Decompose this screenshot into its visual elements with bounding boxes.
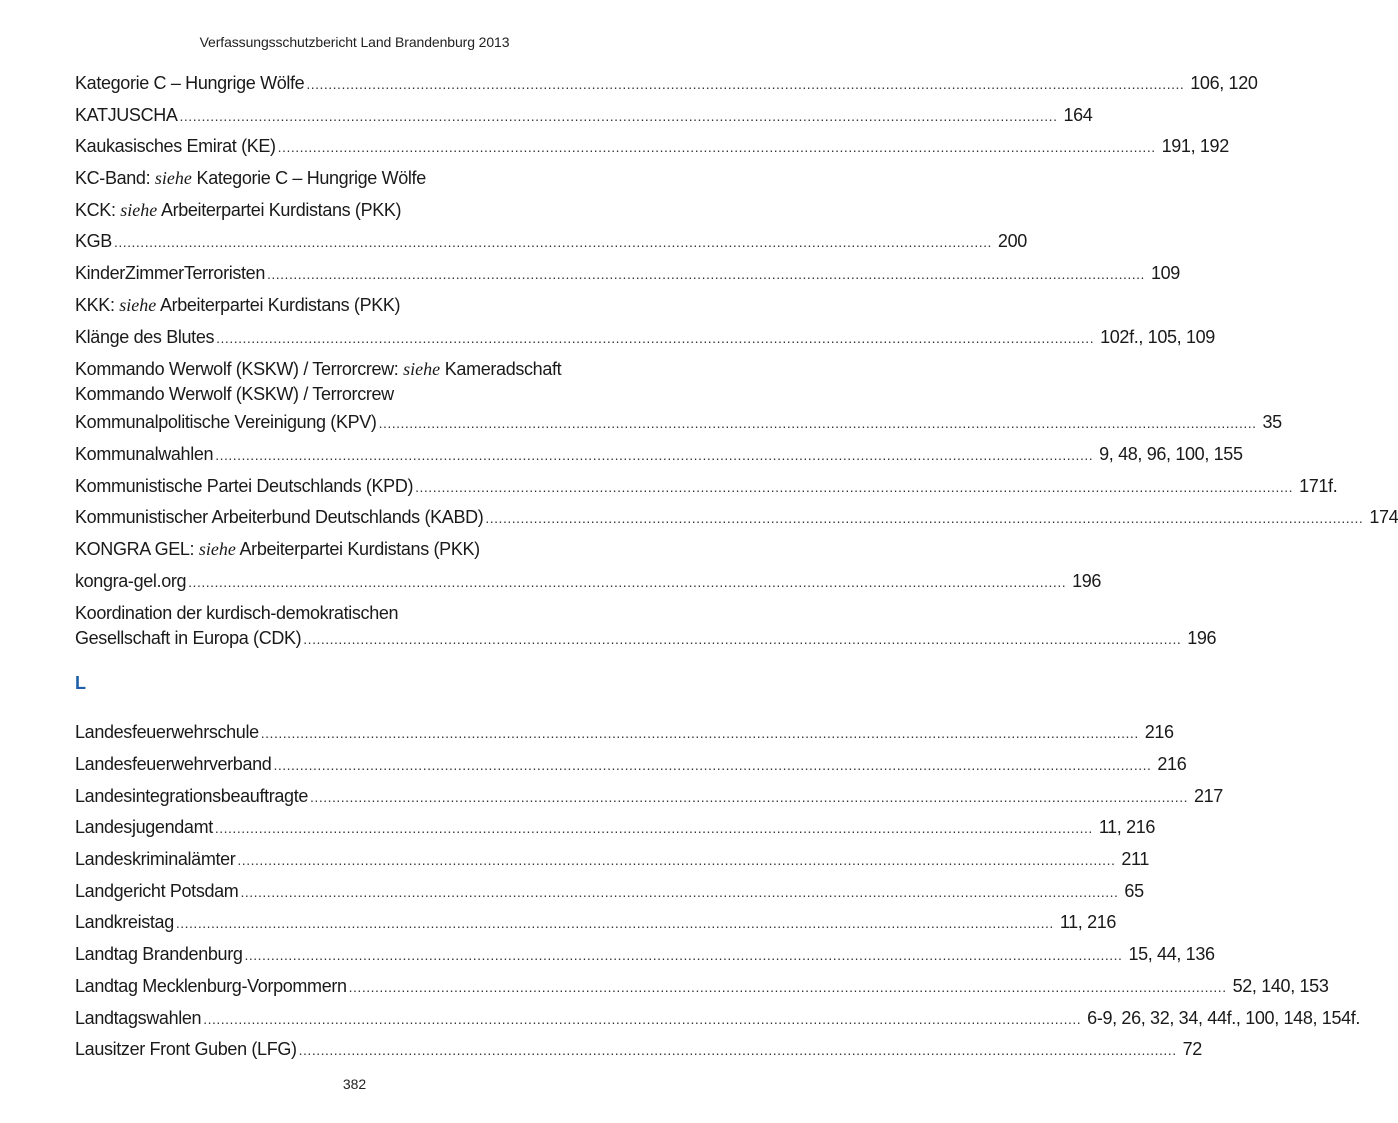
entry-pages: 109 [1150,263,1180,284]
dot-leader: ........................................................................................................................................................................................................ [415,478,1294,495]
entry-pages: 6-9, 26, 32, 34, 44f., 100, 148, 154f. [1087,1007,1361,1028]
dot-leader: ........................................................................................................................................................................................................ [179,107,1058,124]
index-entry [75,502,1398,534]
see-reference-entry [75,163,632,195]
entry-term: KinderZimmerTerroristen [75,263,265,284]
index-entry [75,781,1223,813]
entry-term: Landgericht Potsdam [75,880,239,901]
see-reference-entry [75,290,632,322]
dot-leader: ........................................................................................................................................................................................................ [378,415,1257,432]
index-entry [75,258,1180,290]
index-entry [75,597,1217,651]
index-entry [75,939,1215,971]
entry-term: KC-Band: [75,168,151,189]
siehe-label: siehe [403,359,441,380]
entry-pages: 106, 120 [1190,73,1258,93]
entry-term: Kommunalwahlen [75,443,214,464]
dot-leader: ........................................................................................................................................................................................................ [303,631,1182,648]
entry-term: Kategorie C – Hungrige Wölfe [75,73,305,93]
index-list [75,68,1398,1066]
index-entry [75,439,1243,471]
index-entry [75,717,1174,749]
dot-leader: ........................................................................................................................................................................................................ [485,510,1364,527]
see-target-continued: Kommando Werwolf (KSKW) / Terrorcrew [75,384,394,405]
entry-pages: 200 [997,231,1027,252]
entry-term: Lausitzer Front Guben (LFG) [75,1039,297,1060]
entry-term: Landeskriminalämter [75,849,236,870]
entry-term: Klänge des Blutes [75,326,215,347]
see-reference-entry [75,534,632,566]
dot-leader: ........................................................................................................................................................................................................ [215,446,1094,463]
entry-term: Landtagswahlen [75,1007,202,1028]
entry-pages: 196 [1072,570,1102,591]
dot-leader: ........................................................................................................................................................................................................ [175,915,1054,932]
entry-term: kongra-gel.org [75,570,187,591]
entry-term: Landtag Mecklenburg-Vorpommern [75,975,347,996]
entry-pages: 72 [1182,1039,1202,1060]
entry-term: Kommunalpolitische Vereinigung (KPV) [75,412,377,433]
running-header: Verfassungsschutzbericht Land Brandenburg 2013 [199,34,510,50]
entry-term: Landtag Brandenburg [75,944,243,965]
siehe-label: siehe [198,538,236,559]
dot-leader: ........................................................................................................................................................................................................ [244,947,1123,964]
entry-term: Landesfeuerwehrverband [75,754,272,774]
entry-term: Kommunistischer Arbeiterbund Deutschlands (KABD) [75,507,484,528]
entry-pages: 11, 216 [1098,817,1156,838]
page-number: 382 [342,1076,367,1092]
index-entry [75,1034,1202,1066]
dot-leader: ........................................................................................................................................................................................................ [237,852,1116,869]
entry-term: KGB [75,231,112,252]
see-target: Kategorie C – Hungrige Wölfe [196,168,426,189]
entry-pages: 102f., 105, 109 [1100,326,1215,347]
dot-leader: ........................................................................................................................................................................................................ [240,883,1119,900]
entry-pages: 35 [1262,412,1282,433]
entry-pages: 164 [1063,104,1093,125]
entry-pages: 191, 192 [1161,136,1229,157]
siehe-label: siehe [120,199,158,220]
dot-leader: ........................................................................................................................................................................................................ [203,1010,1082,1027]
dot-leader: ........................................................................................................................................................................................................ [348,978,1227,995]
entry-pages: 11, 216 [1059,912,1117,933]
index-entry [75,971,1329,1003]
index-entry [75,407,1282,439]
entry-pages: 211 [1121,849,1150,870]
entry-pages: 216 [1157,754,1187,774]
siehe-label: siehe [154,168,192,189]
entry-pages: 171f. [1299,475,1338,496]
entry-term: Landkreistag [75,912,174,933]
entry-term: Kommando Werwolf (KSKW) / Terrorcrew: [75,359,399,380]
see-target: Kameradschaft [444,359,562,380]
index-entry [75,907,1117,939]
entry-term-line1: Koordination der kurdisch-demokratischen [75,603,399,624]
index-entry [75,876,1144,908]
entry-term: Gesellschaft in Europa (CDK) [75,628,302,649]
entry-term: Landesjugendamt [75,817,213,838]
index-entry [75,844,1150,876]
entry-pages: 15, 44, 136 [1128,944,1215,965]
entry-pages: 65 [1124,880,1144,901]
index-entry [75,812,1156,844]
index-entry [75,100,1093,132]
dot-leader: ........................................................................................................................................................................................................ [310,788,1188,805]
see-reference-entry [75,353,632,407]
index-entry [75,226,1027,258]
dot-leader: ........................................................................................................................................................................................................ [260,725,1139,742]
dot-leader: ........................................................................................................................................................................................................ [277,139,1156,156]
letter-heading: L [75,673,86,694]
entry-pages: 9, 48, 96, 100, 155 [1099,443,1243,464]
entry-pages: 217 [1193,785,1223,806]
index-entry [75,322,1215,354]
index-entry [75,566,1102,598]
index-entry [75,1003,1361,1035]
index-entry [75,749,1187,781]
index-entry [75,471,1338,503]
dot-leader: ........................................................................................................................................................................................................ [306,76,1185,92]
dot-leader: ........................................................................................................................................................................................................ [273,757,1152,773]
entry-term: KCK: [75,199,116,220]
entry-term: KONGRA GEL: [75,538,195,559]
entry-term: Kaukasisches Emirat (KE) [75,136,276,157]
see-target: Arbeiterpartei Kurdistans (PKK) [239,538,480,559]
siehe-label: siehe [119,294,157,315]
entry-pages: 216 [1144,722,1174,743]
entry-term: KATJUSCHA [75,104,178,125]
entry-term: Landesfeuerwehrschule [75,722,259,743]
entry-pages: 174 [1369,507,1398,528]
entry-pages: 52, 140, 153 [1232,975,1329,996]
dot-leader: ........................................................................................................................................................................................................ [113,234,992,251]
dot-leader: ........................................................................................................................................................................................................ [188,573,1067,590]
see-reference-entry [75,195,632,227]
index-entry [75,131,1229,163]
see-target: Arbeiterpartei Kurdistans (PKK) [160,199,402,220]
entry-term: KKK: [75,294,115,315]
entry-term: Kommunistische Partei Deutschlands (KPD) [75,475,414,496]
dot-leader: ........................................................................................................................................................................................................ [298,1042,1177,1059]
index-entry [75,68,1258,100]
dot-leader: ........................................................................................................................................................................................................ [267,266,1145,283]
dot-leader: ........................................................................................................................................................................................................ [216,329,1095,346]
entry-term: Landesintegrationsbeauftragte [75,785,309,806]
dot-leader: ........................................................................................................................................................................................................ [214,820,1093,837]
entry-pages: 196 [1187,628,1217,649]
see-target: Arbeiterpartei Kurdistans (PKK) [159,294,401,315]
